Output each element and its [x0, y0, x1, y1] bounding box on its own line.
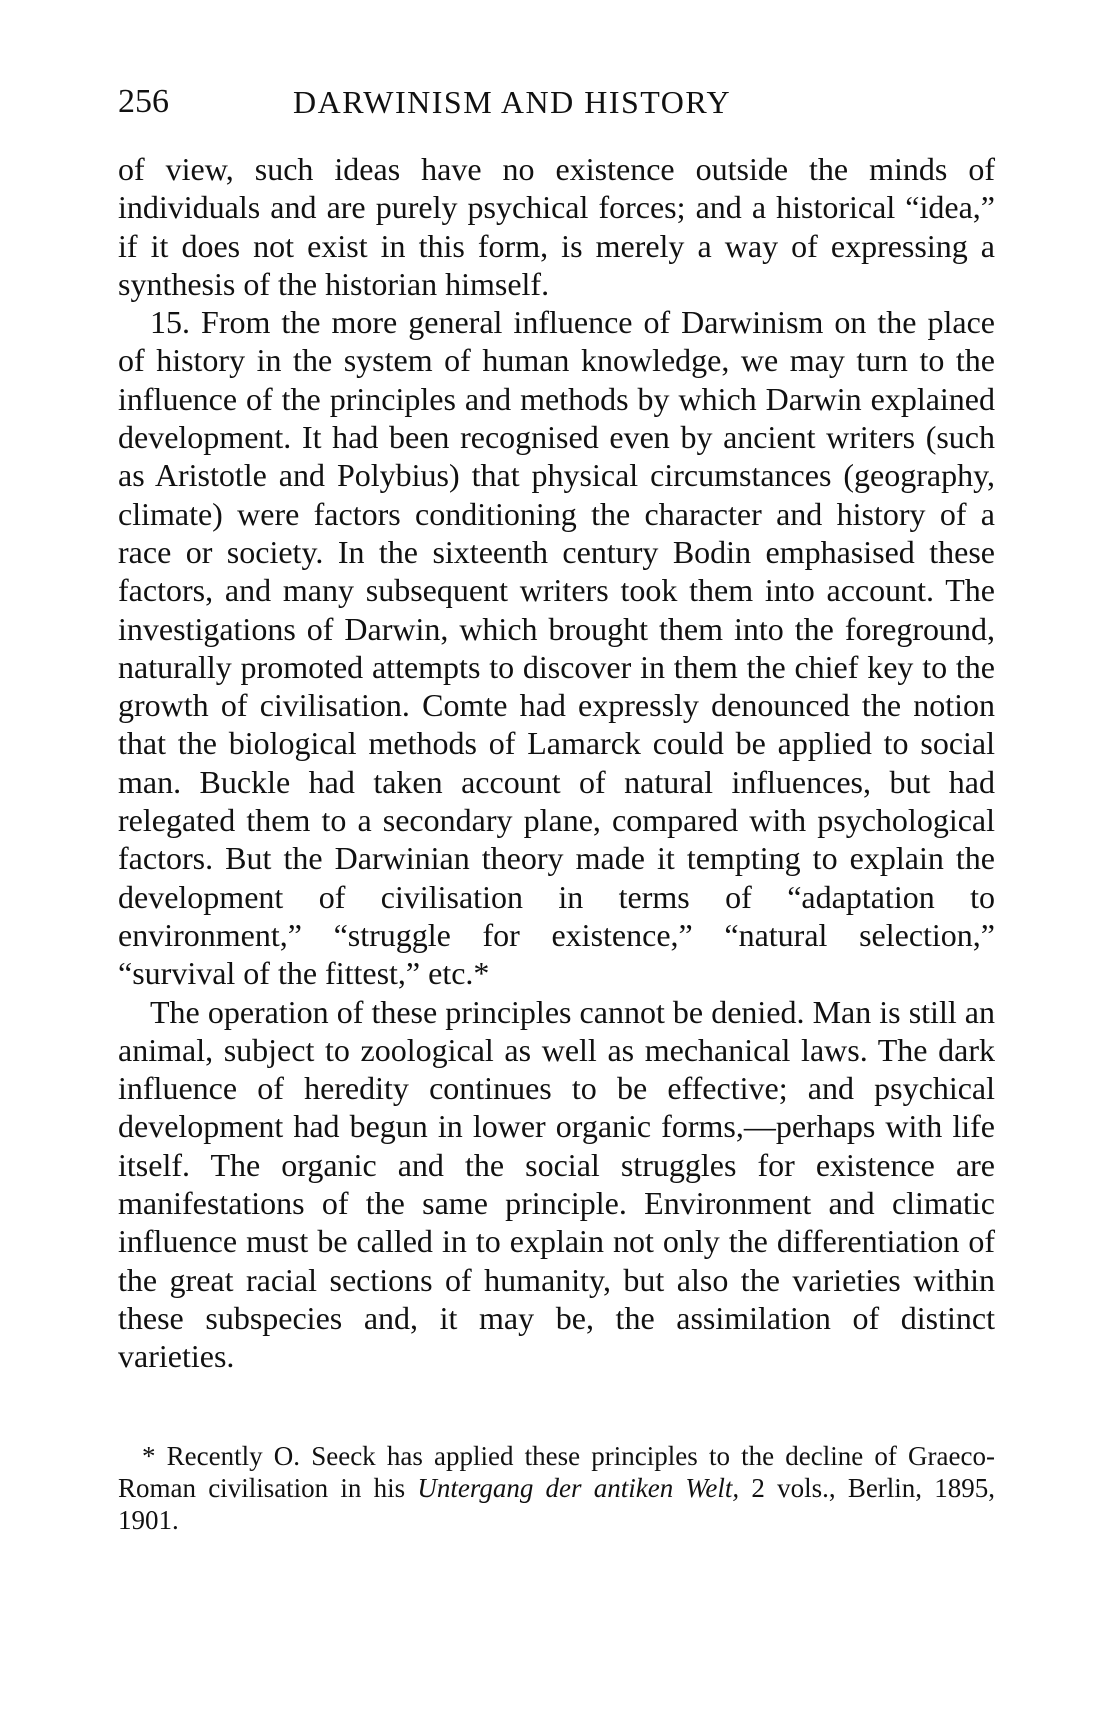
- footnote: [118, 1440, 995, 1536]
- page-number: 256: [118, 83, 169, 120]
- paragraph-continuation: of view, such ideas have no existence outside the minds of individuals and are purely psychical forces; and a historical “idea,” if it does not exist in this form, is merely a way of expressing a synthesis of the historian himself.: [118, 151, 995, 302]
- footnote-text: [118, 1440, 995, 1536]
- paragraph-operation: The operation of these principles cannot be denied. Man is still an animal, subject to zoological as well as mechanical laws. The dark influence of heredity continues to be effective; and psychical development had begun in lower organic forms,—perhaps with life itself. The organic and the social struggles for existence are manifestations of the same principle. Environment and climatic influence must be called in to explain not only the differentiation of the great racial sections of humanity, but also the varieties within these subspecies and, it may be, the assimilation of distinct varieties.: [118, 993, 995, 1375]
- footnote-lead: * Recently O. Seeck has applied these principles to the decline of Graeco-Roman civilisation in his: [118, 1441, 995, 1503]
- footnote-book-title: Untergang der antiken Welt,: [417, 1473, 740, 1503]
- body-text: [118, 150, 995, 1376]
- footnote-tail: 2 vols., Berlin, 1895, 1901.: [118, 1473, 996, 1535]
- running-title: DARWINISM AND HISTORY: [293, 84, 732, 120]
- paragraph-section-15: 15. From the more general influence of Darwinism on the place of history in the system of human knowledge, we may turn to the influence of the principles and methods by which Darwin explained development. It had been recognised even by ancient writers (such as Aristotle and Polybius) that physical circumstances (geography, climate) were factors conditioning the character and history of a race or society. In the sixteenth century Bodin emphasised these factors, and many subsequent writers took them into account. The investigations of Darwin, which brought them into the foreground, naturally promoted attempts to discover in them the chief key to the growth of civilisation. Comte had expressly denounced the notion that the biological methods of Lamarck could be applied to social man. Buckle had taken account of natural influences, but had relegated them to a secondary plane, compared with psychological factors. But the Darwinian theory made it tempting to explain the development of civilisation in terms of “adaptation to environment,” “struggle for existence,” “natural selection,” “survival of the fittest,” etc.*: [118, 304, 995, 992]
- running-head: [118, 80, 993, 124]
